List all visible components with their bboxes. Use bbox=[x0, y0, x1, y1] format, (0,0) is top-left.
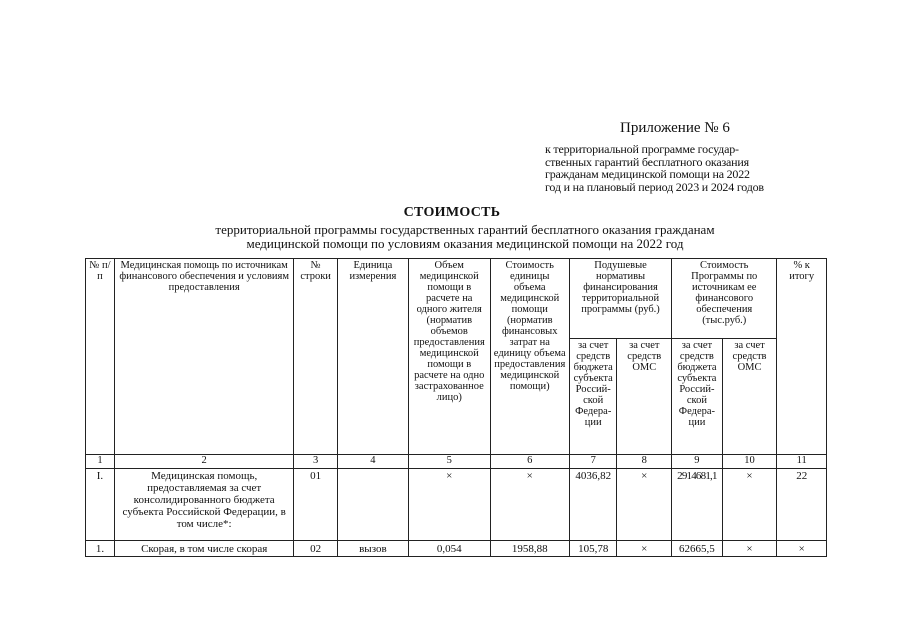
row-unit-cost: 1958,88 bbox=[490, 541, 569, 557]
header-volume: Объем медицинской помощи в расчете на одного жителя (норматив объемов предоставления медицинской помощи в расчете на одно застрахованное лицо) bbox=[409, 259, 491, 455]
row-num: 1. bbox=[86, 541, 115, 557]
document-title: СТОИМОСТЬ bbox=[403, 205, 501, 220]
header-percent: % к итогу bbox=[777, 259, 827, 455]
row-num: I. bbox=[86, 469, 115, 541]
header-cost-oms: за счет средств ОМС bbox=[722, 339, 777, 455]
row-percent: 22 bbox=[777, 469, 827, 541]
row-cost-budget: 2914681,1 bbox=[672, 469, 723, 541]
header-cost-budget: за счет средств бюджета субъекта Российской Федерации bbox=[672, 339, 723, 455]
column-number: 5 bbox=[409, 455, 491, 469]
header-unit-cost: Стоимость единицы объема медицинской помощи (норматив финансовых затрат на единицу объема предоставления медицинской помощи) bbox=[490, 259, 569, 455]
subtitle-line: медицинской помощи по условиям оказания медицинской помощи на 2022 год bbox=[246, 236, 684, 251]
column-number: 3 bbox=[294, 455, 337, 469]
header-care: Медицинская помощь по источникам финансового обеспечения и условиям предоставления bbox=[114, 259, 294, 455]
column-number: 4 bbox=[337, 455, 408, 469]
row-name: Скорая, в том числе скорая bbox=[114, 541, 294, 557]
header-program-cost: Стоимость Программы по источникам ее финансового обеспечения (тыс.руб.) bbox=[672, 259, 777, 339]
row-percent: × bbox=[777, 541, 827, 557]
column-number: 2 bbox=[114, 455, 294, 469]
document-subtitle bbox=[185, 223, 745, 251]
column-number: 8 bbox=[617, 455, 672, 469]
row-line: 01 bbox=[294, 469, 337, 541]
subtitle-line: территориальной программы государственных гарантий бесплатного оказания гражданам bbox=[215, 222, 715, 237]
column-number: 10 bbox=[722, 455, 777, 469]
row-name: Медицинская помощь, предоставляемая за счет консолидированного бюджета субъекта Российской Федерации, в том числе*: bbox=[114, 469, 294, 541]
cost-table bbox=[85, 258, 827, 557]
table-row bbox=[86, 541, 827, 557]
annex-line: гражданам медицинской помощи на 2022 bbox=[545, 167, 750, 181]
column-number-row bbox=[86, 455, 827, 469]
header-per-capita-budget: за счет средств бюджета субъекта Российской Федерации bbox=[569, 339, 616, 455]
annex-title: Приложение № 6 bbox=[620, 120, 730, 136]
annex-line: к территориальной программе государ- bbox=[545, 142, 739, 156]
row-line: 02 bbox=[294, 541, 337, 557]
header-unit: Единица измерения bbox=[337, 259, 408, 455]
table-row bbox=[86, 469, 827, 541]
row-cost-budget: 62665,5 bbox=[672, 541, 723, 557]
row-cost-oms: × bbox=[722, 469, 777, 541]
row-volume: × bbox=[409, 469, 491, 541]
header-num: № п/п bbox=[86, 259, 115, 455]
annex-line: ственных гарантий бесплатного оказания bbox=[545, 154, 749, 169]
column-number: 6 bbox=[490, 455, 569, 469]
header-row bbox=[86, 259, 827, 339]
row-per-capita-budget: 4036,82 bbox=[569, 469, 616, 541]
row-cost-oms: × bbox=[722, 541, 777, 557]
header-line-no: № строки bbox=[294, 259, 337, 455]
row-per-capita-budget: 105,78 bbox=[569, 541, 616, 557]
row-volume: 0,054 bbox=[409, 541, 491, 557]
column-number: 7 bbox=[569, 455, 616, 469]
annex-line: год и на плановый период 2023 и 2024 годов bbox=[545, 179, 764, 194]
row-per-capita-oms: × bbox=[617, 469, 672, 541]
column-number: 9 bbox=[672, 455, 723, 469]
header-per-capita: Подушевые нормативы финансирования территориальной программы (руб.) bbox=[569, 259, 671, 339]
row-unit-cost: × bbox=[490, 469, 569, 541]
header-per-capita-oms: за счет средств ОМС bbox=[617, 339, 672, 455]
column-number: 1 bbox=[86, 455, 115, 469]
row-unit bbox=[337, 469, 408, 541]
annex-text bbox=[545, 143, 805, 193]
row-per-capita-oms: × bbox=[617, 541, 672, 557]
column-number: 11 bbox=[777, 455, 827, 469]
row-unit: вызов bbox=[337, 541, 408, 557]
